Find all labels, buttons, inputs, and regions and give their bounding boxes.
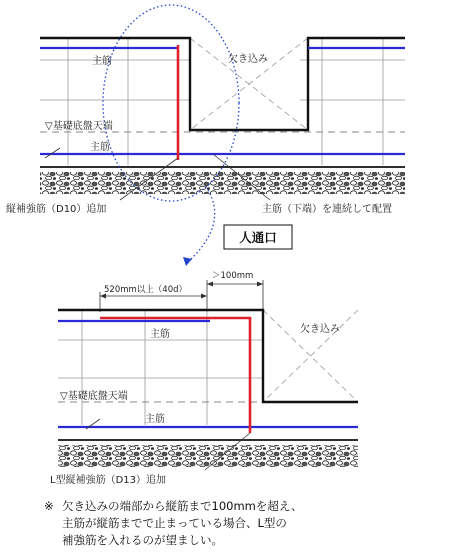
guide-arrow bbox=[188, 190, 215, 262]
bottom-diagram bbox=[50, 271, 358, 486]
top-continuous-label: 主筋（下端）を連続して配置 bbox=[262, 204, 392, 215]
note-line-1: 欠き込みの端部から縦筋まで100mmを超え、 bbox=[62, 499, 303, 513]
l-rebar-label: L型縦補強筋（D13）追加 bbox=[50, 475, 166, 486]
bottom-foundation-label: ▽基礎底盤天端 bbox=[60, 391, 128, 402]
bottom-thin-lines bbox=[58, 310, 263, 425]
top-vertical-rebar-label: 縦補強筋（D10）追加 bbox=[6, 204, 107, 215]
bottom-main-rebar-lower-label: 主筋 bbox=[145, 414, 165, 425]
bottom-l-rebar bbox=[100, 318, 250, 433]
top-main-rebar-lower-label: 主筋 bbox=[90, 142, 110, 153]
top-concrete-outline bbox=[40, 38, 405, 130]
bottom-gravel bbox=[58, 445, 358, 467]
top-notch-label: 欠き込み bbox=[228, 54, 268, 65]
top-gravel bbox=[40, 172, 405, 194]
offset-requirement-label: ＞100mm bbox=[212, 271, 254, 281]
length-requirement-label: 520mm以上（40d） bbox=[104, 285, 187, 295]
top-diagram bbox=[6, 5, 405, 266]
bottom-main-rebar-label: 主筋 bbox=[150, 329, 170, 340]
note bbox=[44, 499, 303, 547]
top-notch-cross bbox=[190, 38, 308, 130]
passage-label: 人通口 bbox=[239, 230, 277, 245]
note-mark: ※ bbox=[44, 499, 54, 513]
top-foundation-label: ▽基礎底盤天端 bbox=[45, 121, 113, 132]
top-main-rebar-label: 主筋 bbox=[92, 56, 112, 67]
guide-circle bbox=[103, 5, 239, 201]
note-line-3: 補強筋を入れるのが望ましい。 bbox=[62, 533, 223, 547]
guide-arrow-head bbox=[183, 257, 192, 266]
note-line-2: 主筋が縦筋までで止まっている場合、L型の bbox=[62, 516, 287, 530]
bottom-notch-label: 欠き込み bbox=[300, 324, 340, 335]
